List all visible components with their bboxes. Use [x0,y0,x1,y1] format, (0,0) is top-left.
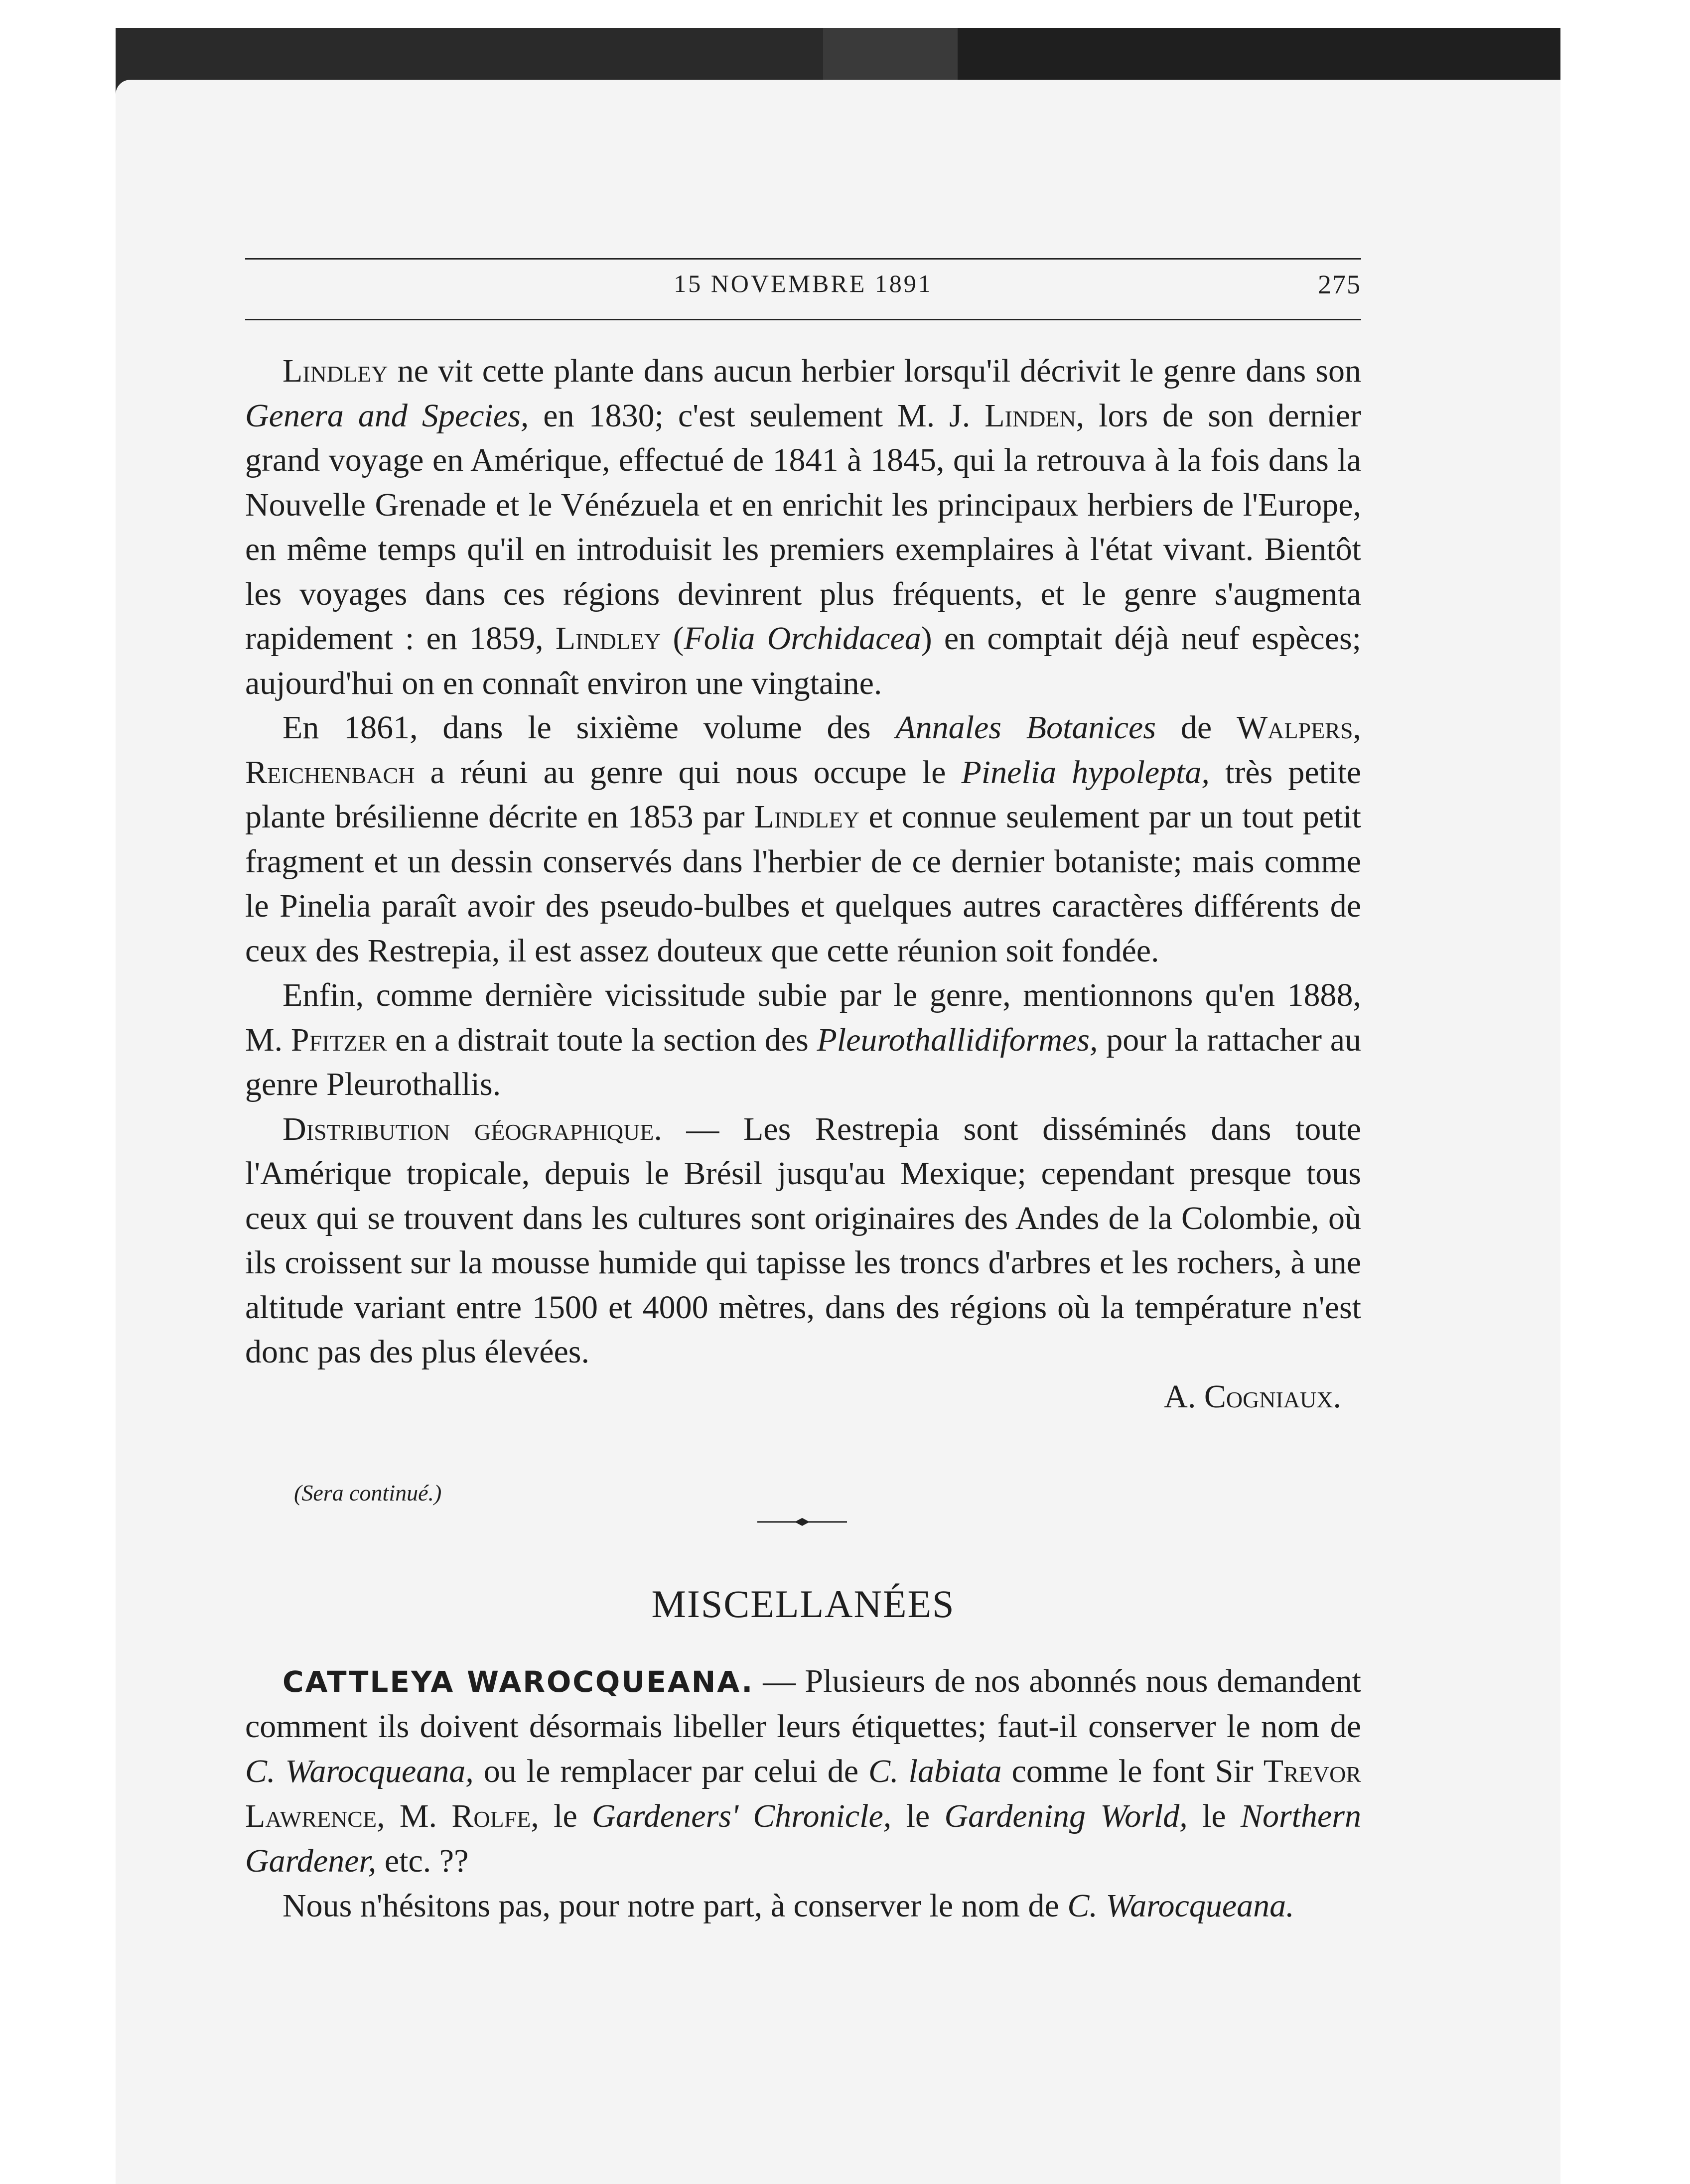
text-run: etc. ?? [376,1843,469,1879]
text-run: Linden [985,397,1076,434]
text-run: C. labiata [868,1753,1002,1789]
text-run: ou le remplacer par celui de [473,1753,869,1789]
text-run: , [1353,709,1361,746]
paragraph [245,705,1361,973]
text-run: Trevor Lawrence [245,1753,1361,1834]
text-run: en a distrait toute la section des [387,1021,817,1058]
text-run: ne vit cette plante dans aucun herbier lorsqu'il décrivit le genre dans son [388,353,1361,389]
text-run: a réuni au genre qui nous occupe le [415,754,962,791]
text-run: et connue seulement par un tout petit fragment et un dessin conservés dans l'herbier de ce dernier botaniste; mais comme le Pinelia paraît avoir des pseudo-bulbes et quelques autres caractères différents de ceux des Restrepia, il est assez douteux que cette réunion soit fondée. [245,799,1362,969]
text-run: comme le font Sir [1001,1753,1264,1789]
ornament-divider [752,1514,852,1529]
text-run: Nous n'hésitons pas, pour notre part, à conserver le nom de [282,1888,1068,1924]
text-run: Walpers [1236,709,1353,746]
text-run: ( [661,620,684,657]
text-run: en 1830; c'est seulement M. J. [529,397,985,434]
paragraph [245,349,1361,705]
author-signature [245,1374,1361,1419]
header-rule-bottom [245,319,1361,320]
page-number: 275 [1318,270,1361,299]
text-run: Pfitzer [290,1021,387,1058]
text-run: Rolfe [451,1798,531,1834]
text-run: Pleurothallidiformes, [817,1021,1098,1058]
text-run: C. Warocqueana. [1067,1888,1294,1924]
miscellanees-body [245,1659,1361,1928]
text-run: Gardeners' Chronicle, [592,1798,892,1834]
article-paragraphs [245,349,1361,1374]
text-run: le [1187,1798,1241,1834]
text-run: le [891,1798,945,1834]
author-name: A. Cogniaux. [1164,1378,1341,1415]
paragraph [245,1107,1361,1374]
text-run: Northern Gardener, [245,1798,1361,1879]
text-run: Pinelia hypolepta, [961,754,1210,791]
text-run: — Les Restrepia sont disséminés dans toute l'Amérique tropicale, depuis le Brésil jusqu'au Mexique; cependant presque tous ceux qui se trouvent dans les cultures sont originaires des Andes de la Colombie, où ils croissent sur la mousse humide qui tapisse les troncs d'arbres et les rochers, à une altitude variant entre 1500 et 4000 mètres, dans des régions où la température n'est donc pas des plus élevées. [245,1110,1362,1370]
text-run: En 1861, dans le sixième volume des [282,709,896,746]
text-run: Lindley [282,353,388,389]
text-run: C. Warocqueana, [245,1753,474,1789]
text-run: CATTLEYA WAROCQUEANA. [282,1665,754,1699]
header-date: 15 NOVEMBRE 1891 [674,270,933,297]
text-run: Lindley [754,799,859,835]
text-run: pour la rattacher au genre Pleurothallis. [245,1021,1361,1102]
running-header [245,264,1361,304]
text-run: , M. [377,1798,452,1834]
text-run: Distribution géographique. [282,1110,662,1147]
paragraph [245,1884,1361,1928]
text-run: Genera and Species, [245,397,529,434]
misc-paragraphs [245,1659,1361,1928]
text-run: Gardening World, [944,1798,1188,1834]
text-run: , lors de son dernier grand voyage en Amérique, effectué de 1841 à 1845, qui la retrouva à la fois dans la Nouvelle Grenade et le Vénézuela et en enrichit les principaux herbiers de l'Europe, en même temps qu'il en introduisit les premiers exemplaires à l'état vivant. Bientôt les voyages dans ces régions devinrent plus fréquents, et le genre s'augmenta rapidement : en 1859, [245,397,1361,657]
text-run: Reichenbach [245,754,415,791]
header-rule-top [245,258,1361,260]
text-run: de [1156,709,1237,746]
text-run: ) en comptait déjà neuf espèces; aujourd'hui on en connaît environ une vingtaine. [245,620,1361,701]
text-run: — Plusieurs de nos abonnés nous demandent comment ils doivent désormais libeller leurs étiquettes; faut-il conserver le nom de [245,1663,1361,1745]
continued-note: (Sera continué.) [294,1480,442,1505]
text-run: Folia Orchidacea [684,620,921,657]
text-run: Annales Botanices [895,709,1156,746]
section-title: MISCELLANÉES [651,1582,955,1626]
paragraph [245,973,1361,1107]
paragraph [245,1659,1361,1884]
text-run: , le [531,1798,592,1834]
text-run: Lindley [555,620,661,657]
text-run: très petite plante brésilienne décrite en 1853 par [245,754,1361,835]
article-body [245,349,1361,1419]
text-run: Enfin, comme dernière vicissitude subie par le genre, mentionnons qu'en 1888, M. [245,977,1361,1058]
